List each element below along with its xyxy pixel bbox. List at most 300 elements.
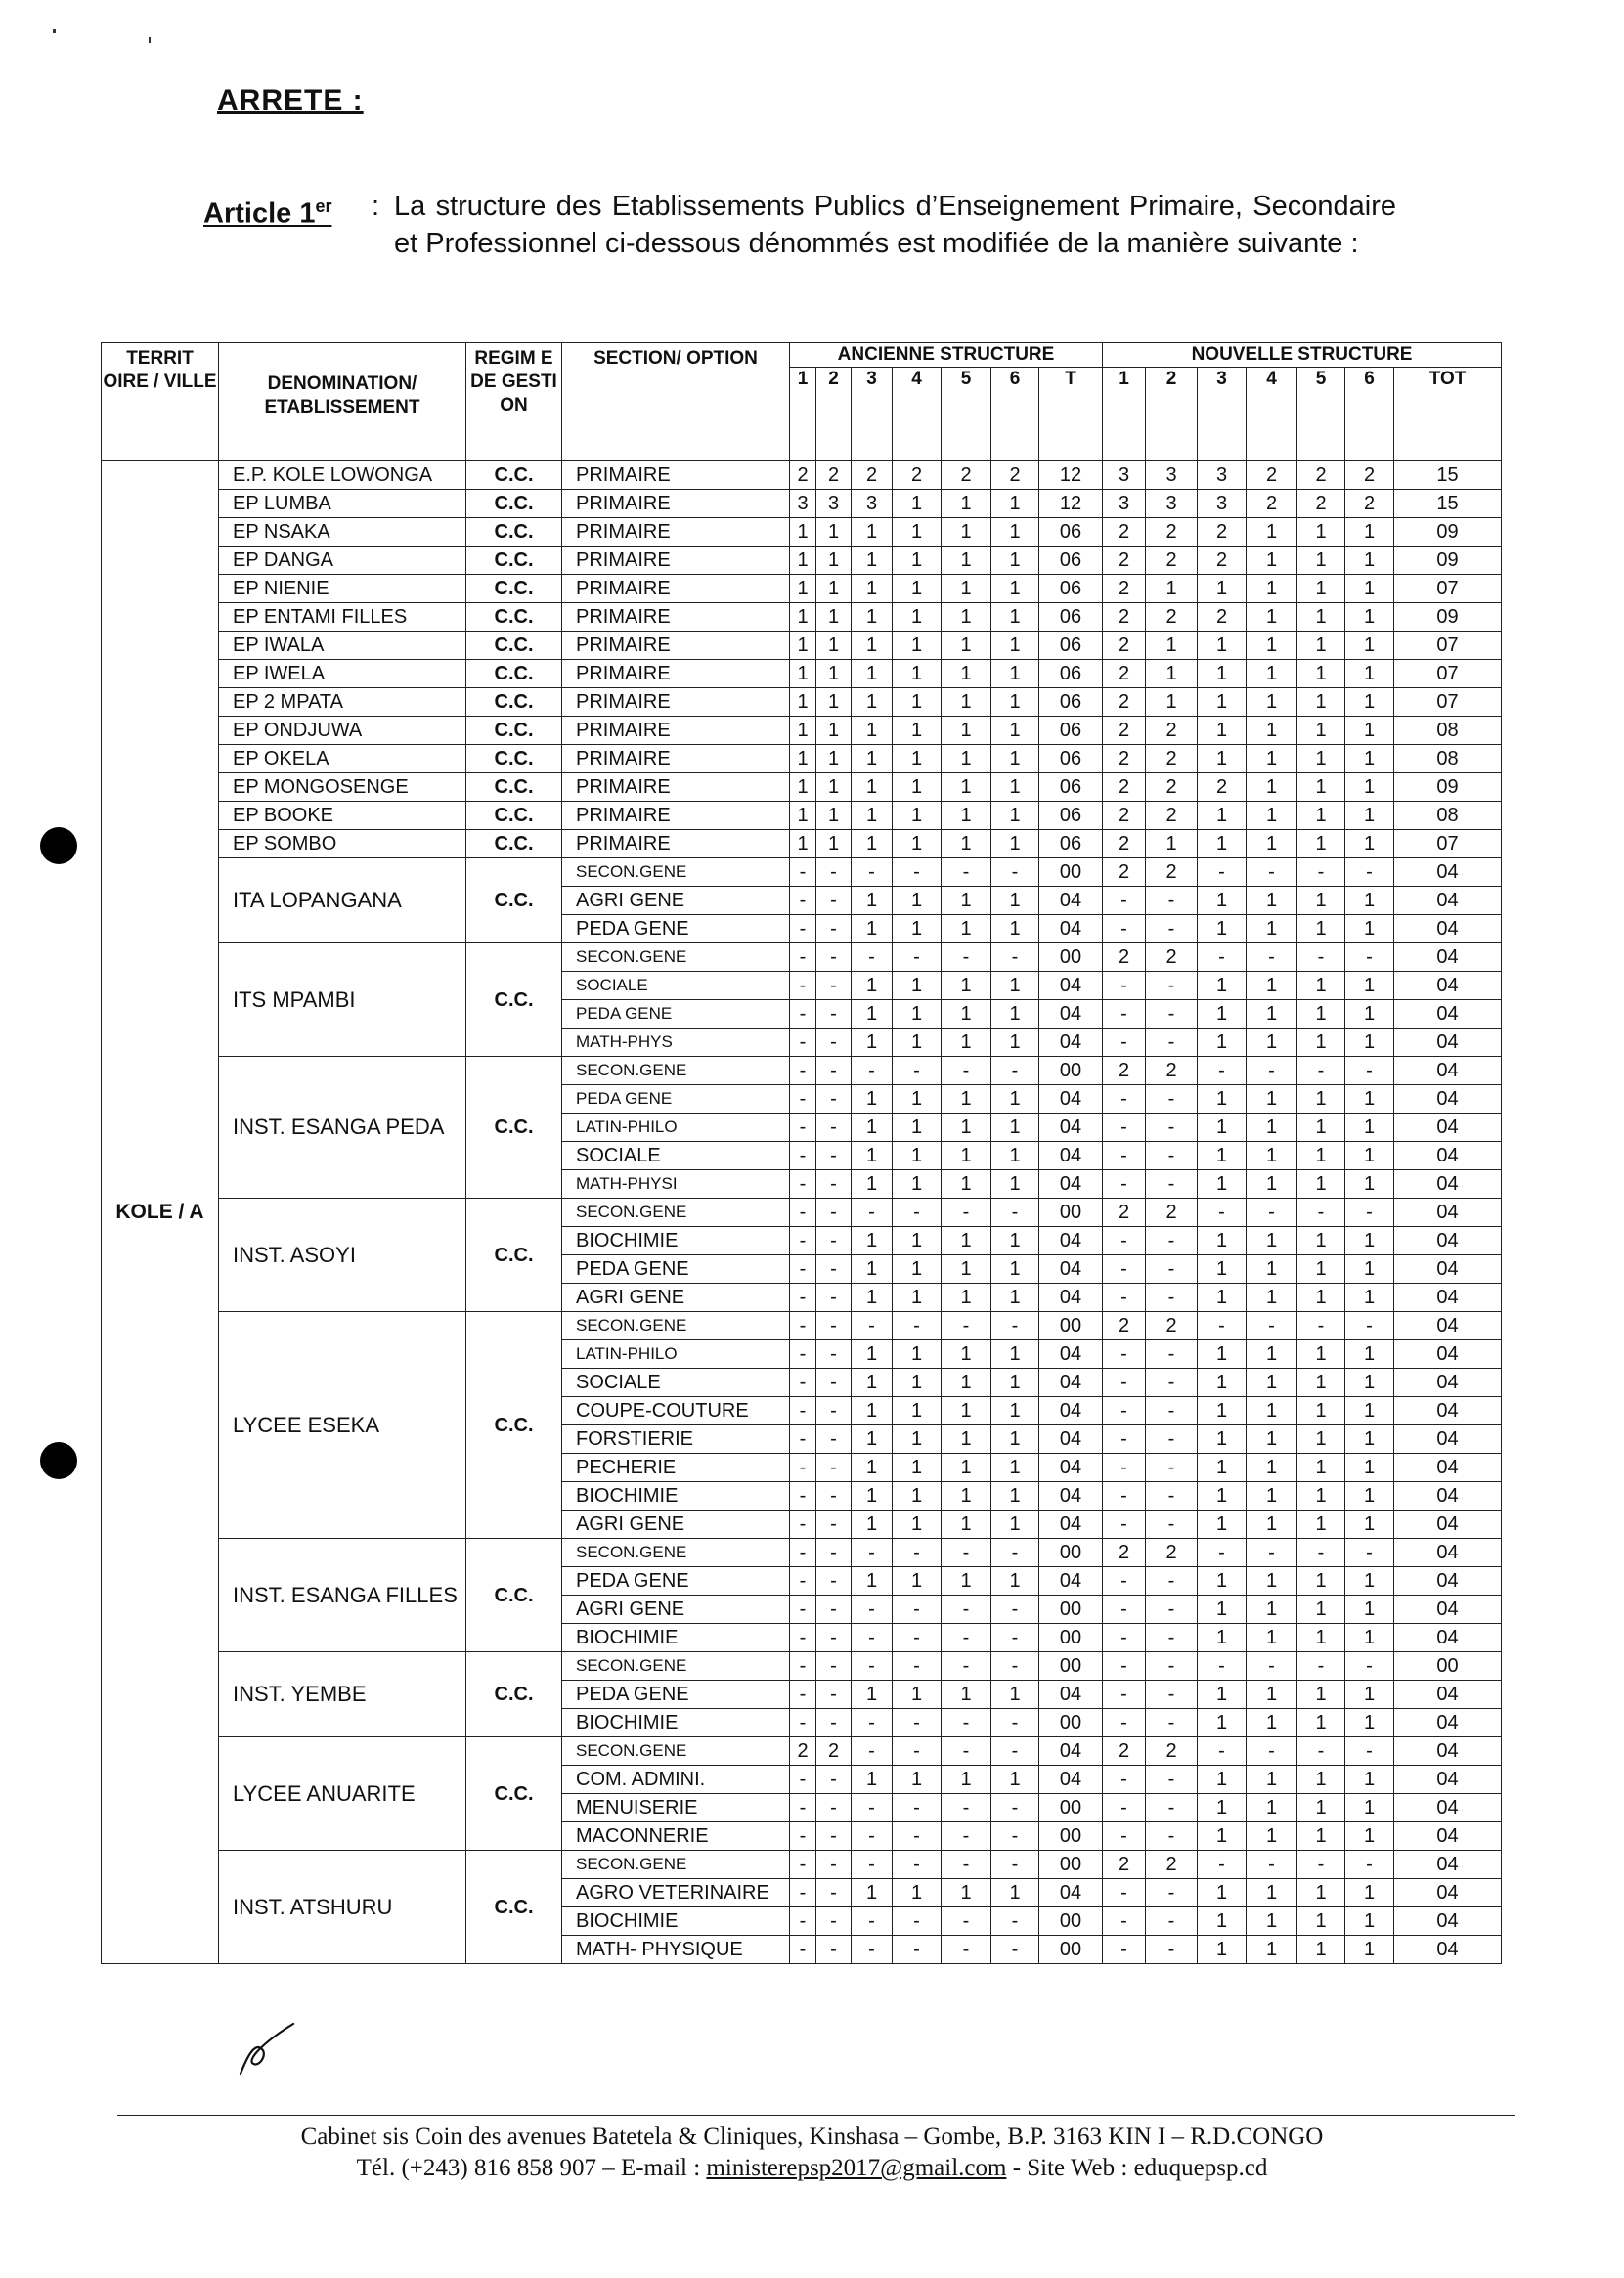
cell-ancienne: 1: [991, 887, 1039, 915]
cell-ancienne: 2: [790, 1737, 816, 1766]
cell-nouvelle: 04: [1394, 1879, 1502, 1907]
cell-nouvelle: 1: [1247, 1085, 1297, 1114]
establishment-name: EP MONGOSENGE: [219, 773, 466, 802]
cell-nouvelle: -: [1103, 1284, 1146, 1312]
cell-ancienne: -: [790, 1766, 816, 1794]
cell-ancienne: -: [942, 1652, 991, 1681]
cell-nouvelle: 1: [1247, 717, 1297, 745]
cell-nouvelle: 07: [1394, 830, 1502, 858]
cell-ancienne: -: [790, 1369, 816, 1397]
cell-ancienne: -: [893, 1312, 942, 1340]
cell-ancienne: -: [816, 1681, 852, 1709]
cell-nouvelle: 1: [1345, 1284, 1394, 1312]
cell-nouvelle: 1: [1247, 1227, 1297, 1255]
cell-ancienne: -: [790, 1114, 816, 1142]
table-row: [102, 1652, 1502, 1681]
cell-nouvelle: 1: [1297, 1936, 1345, 1964]
cell-nouvelle: 1: [1146, 688, 1198, 717]
cell-nouvelle: -: [1103, 1227, 1146, 1255]
section-cell: SOCIALE: [562, 972, 790, 1000]
cell-nouvelle: 2: [1103, 1057, 1146, 1085]
cell-nouvelle: 2: [1146, 603, 1198, 632]
cell-ancienne: 1: [991, 1454, 1039, 1482]
cell-ancienne: 04: [1039, 1369, 1103, 1397]
cell-nouvelle: -: [1103, 1936, 1146, 1964]
article-text: La structure des Etablissements Publics d’Enseignement Primaire, Secondaire et Professionnel ci-dessous dénommés est modifiée de la manière suivante :: [394, 191, 1396, 259]
cell-ancienne: 1: [991, 1255, 1039, 1284]
section-cell: FORSTIERIE: [562, 1425, 790, 1454]
section-cell: SECON.GENE: [562, 1851, 790, 1879]
cell-nouvelle: 04: [1394, 1057, 1502, 1085]
header-denomination: DENOMINATION/ ETABLISSEMENT: [219, 343, 466, 461]
cell-nouvelle: 2: [1146, 1539, 1198, 1567]
cell-nouvelle: 1: [1198, 1681, 1247, 1709]
cell-nouvelle: 1: [1345, 1114, 1394, 1142]
cell-nouvelle: 1: [1345, 1879, 1394, 1907]
cell-ancienne: 1: [816, 688, 852, 717]
cell-nouvelle: 04: [1394, 1085, 1502, 1114]
article-label: Article 1er: [203, 197, 332, 230]
cell-ancienne: 1: [852, 1879, 893, 1907]
cell-ancienne: 1: [893, 773, 942, 802]
cell-ancienne: 1: [790, 717, 816, 745]
cell-ancienne: -: [816, 1709, 852, 1737]
cell-nouvelle: 2: [1103, 773, 1146, 802]
cell-ancienne: -: [942, 1851, 991, 1879]
cell-nouvelle: 1: [1345, 1170, 1394, 1199]
section-cell: MATH- PHYSIQUE: [562, 1936, 790, 1964]
cell-nouvelle: 1: [1198, 1284, 1247, 1312]
establishment-name: EP NIENIE: [219, 575, 466, 603]
cell-nouvelle: 1: [1345, 1624, 1394, 1652]
section-cell: BIOCHIMIE: [562, 1227, 790, 1255]
cell-nouvelle: 1: [1247, 830, 1297, 858]
cell-nouvelle: -: [1103, 915, 1146, 943]
cell-nouvelle: 2: [1103, 575, 1146, 603]
section-cell: PRIMAIRE: [562, 518, 790, 547]
cell-ancienne: 1: [942, 1142, 991, 1170]
cell-nouvelle: 1: [1247, 1000, 1297, 1029]
section-cell: COM. ADMINI.: [562, 1766, 790, 1794]
cell-nouvelle: -: [1146, 915, 1198, 943]
cell-nouvelle: 1: [1247, 1255, 1297, 1284]
cell-ancienne: -: [816, 1397, 852, 1425]
cell-ancienne: -: [816, 1255, 852, 1284]
cell-ancienne: 1: [893, 660, 942, 688]
cell-ancienne: 1: [991, 688, 1039, 717]
cell-ancienne: -: [790, 915, 816, 943]
cell-ancienne: 1: [852, 518, 893, 547]
cell-nouvelle: 1: [1345, 1482, 1394, 1511]
cell-nouvelle: 07: [1394, 575, 1502, 603]
section-cell: SECON.GENE: [562, 1539, 790, 1567]
table-row: [102, 490, 1502, 518]
cell-nouvelle: 1: [1198, 660, 1247, 688]
cell-nouvelle: 04: [1394, 1454, 1502, 1482]
cell-ancienne: 04: [1039, 915, 1103, 943]
regime-cell: C.C.: [466, 1312, 562, 1539]
cell-ancienne: 1: [816, 660, 852, 688]
cell-ancienne: 1: [942, 688, 991, 717]
footer-phone: Tél. (+243) 816 858 907 – E-mail :: [356, 2155, 707, 2181]
cell-nouvelle: 04: [1394, 1369, 1502, 1397]
cell-nouvelle: -: [1247, 1199, 1297, 1227]
cell-ancienne: 1: [991, 1340, 1039, 1369]
cell-nouvelle: 1: [1146, 575, 1198, 603]
cell-nouvelle: -: [1345, 943, 1394, 972]
cell-ancienne: 06: [1039, 518, 1103, 547]
cell-nouvelle: -: [1103, 1397, 1146, 1425]
cell-ancienne: 1: [790, 632, 816, 660]
cell-ancienne: 1: [942, 1000, 991, 1029]
cell-ancienne: -: [852, 1057, 893, 1085]
cell-nouvelle: 04: [1394, 915, 1502, 943]
cell-nouvelle: 2: [1146, 1312, 1198, 1340]
cell-nouvelle: -: [1103, 1255, 1146, 1284]
cell-nouvelle: 1: [1198, 1454, 1247, 1482]
cell-nouvelle: 1: [1198, 802, 1247, 830]
cell-nouvelle: 1: [1297, 547, 1345, 575]
section-cell: PRIMAIRE: [562, 547, 790, 575]
cell-ancienne: -: [852, 1794, 893, 1822]
cell-nouvelle: 2: [1146, 1737, 1198, 1766]
cell-ancienne: -: [991, 1057, 1039, 1085]
table-row: [102, 943, 1502, 972]
footer-email-link[interactable]: ministerepsp2017@gmail.com: [706, 2155, 1007, 2181]
cell-nouvelle: -: [1247, 1652, 1297, 1681]
establishment-name: INST. ASOYI: [219, 1199, 466, 1312]
cell-ancienne: -: [816, 1199, 852, 1227]
cell-ancienne: 2: [790, 461, 816, 490]
header-territoire: TERRIT OIRE / VILLE: [102, 343, 219, 461]
cell-nouvelle: 1: [1247, 1397, 1297, 1425]
cell-ancienne: 1: [893, 972, 942, 1000]
cell-nouvelle: 04: [1394, 1822, 1502, 1851]
establishment-name: EP 2 MPATA: [219, 688, 466, 717]
cell-ancienne: -: [816, 1794, 852, 1822]
section-cell: PRIMAIRE: [562, 717, 790, 745]
cell-ancienne: -: [893, 1709, 942, 1737]
cell-ancienne: 04: [1039, 972, 1103, 1000]
cell-nouvelle: 04: [1394, 1624, 1502, 1652]
cell-ancienne: 1: [991, 1511, 1039, 1539]
cell-nouvelle: -: [1297, 1652, 1345, 1681]
cell-ancienne: -: [790, 1907, 816, 1936]
cell-nouvelle: 2: [1103, 1539, 1146, 1567]
cell-nouvelle: 1: [1345, 972, 1394, 1000]
cell-ancienne: 1: [991, 1142, 1039, 1170]
cell-ancienne: 1: [942, 972, 991, 1000]
cell-nouvelle: 1: [1345, 717, 1394, 745]
cell-ancienne: -: [790, 858, 816, 887]
cell-nouvelle: 07: [1394, 632, 1502, 660]
cell-nouvelle: 2: [1146, 1199, 1198, 1227]
cell-nouvelle: 04: [1394, 943, 1502, 972]
cell-nouvelle: 04: [1394, 1312, 1502, 1340]
cell-ancienne: 04: [1039, 1284, 1103, 1312]
cell-nouvelle: -: [1103, 972, 1146, 1000]
cell-nouvelle: -: [1146, 1907, 1198, 1936]
cell-nouvelle: 1: [1297, 1822, 1345, 1851]
cell-ancienne: -: [852, 1199, 893, 1227]
cell-ancienne: -: [816, 1340, 852, 1369]
cell-nouvelle: 1: [1345, 1936, 1394, 1964]
establishment-name: EP SOMBO: [219, 830, 466, 858]
header-regime: REGIM E DE GESTI ON: [466, 343, 562, 461]
cell-ancienne: -: [816, 1936, 852, 1964]
cell-nouvelle: 1: [1345, 603, 1394, 632]
cell-nouvelle: 3: [1146, 490, 1198, 518]
cell-ancienne: 1: [852, 1681, 893, 1709]
cell-ancienne: -: [942, 1709, 991, 1737]
cell-nouvelle: 1: [1297, 575, 1345, 603]
cell-ancienne: 1: [790, 688, 816, 717]
cell-nouvelle: -: [1146, 1227, 1198, 1255]
cell-ancienne: 1: [852, 1369, 893, 1397]
cell-ancienne: -: [893, 858, 942, 887]
cell-nouvelle: -: [1103, 1822, 1146, 1851]
cell-nouvelle: 1: [1247, 1766, 1297, 1794]
cell-nouvelle: 09: [1394, 518, 1502, 547]
cell-ancienne: 1: [991, 1284, 1039, 1312]
cell-ancienne: 1: [852, 1114, 893, 1142]
cell-ancienne: 04: [1039, 1340, 1103, 1369]
cell-nouvelle: 04: [1394, 1029, 1502, 1057]
cell-nouvelle: -: [1103, 1085, 1146, 1114]
cell-ancienne: -: [790, 1029, 816, 1057]
cell-ancienne: 1: [852, 1454, 893, 1482]
section-cell: PRIMAIRE: [562, 575, 790, 603]
cell-nouvelle: -: [1146, 1142, 1198, 1170]
cell-nouvelle: -: [1247, 1851, 1297, 1879]
cell-nouvelle: 04: [1394, 1596, 1502, 1624]
cell-ancienne: 1: [991, 575, 1039, 603]
footer-website: - Site Web : eduquepsp.cd: [1006, 2155, 1268, 2181]
cell-nouvelle: 1: [1198, 1142, 1247, 1170]
cell-ancienne: -: [852, 1596, 893, 1624]
section-cell: BIOCHIMIE: [562, 1482, 790, 1511]
cell-ancienne: 1: [852, 887, 893, 915]
cell-ancienne: 00: [1039, 1596, 1103, 1624]
regime-cell: C.C.: [466, 1057, 562, 1199]
cell-nouvelle: 1: [1247, 1340, 1297, 1369]
cell-ancienne: 1: [942, 1567, 991, 1596]
section-cell: PRIMAIRE: [562, 773, 790, 802]
establishment-name: E.P. KOLE LOWONGA: [219, 461, 466, 490]
cell-nouvelle: 1: [1297, 1284, 1345, 1312]
section-cell: PEDA GENE: [562, 1681, 790, 1709]
cell-ancienne: 1: [852, 972, 893, 1000]
table-row: [102, 1312, 1502, 1340]
regime-cell: C.C.: [466, 802, 562, 830]
cell-nouvelle: -: [1247, 1737, 1297, 1766]
cell-ancienne: 06: [1039, 717, 1103, 745]
cell-ancienne: 1: [942, 1340, 991, 1369]
cell-ancienne: -: [790, 1652, 816, 1681]
cell-ancienne: 1: [942, 915, 991, 943]
section-cell: PEDA GENE: [562, 1085, 790, 1114]
cell-nouvelle: 1: [1198, 688, 1247, 717]
cell-ancienne: 1: [942, 547, 991, 575]
cell-nouvelle: 1: [1297, 1227, 1345, 1255]
cell-nouvelle: 04: [1394, 1766, 1502, 1794]
cell-ancienne: -: [790, 972, 816, 1000]
cell-nouvelle: -: [1247, 1312, 1297, 1340]
cell-nouvelle: 2: [1103, 943, 1146, 972]
cell-nouvelle: -: [1345, 1539, 1394, 1567]
cell-nouvelle: 1: [1297, 1340, 1345, 1369]
header-ancienne-col: T: [1039, 368, 1103, 461]
section-cell: COUPE-COUTURE: [562, 1397, 790, 1425]
cell-ancienne: 1: [942, 1454, 991, 1482]
cell-ancienne: -: [852, 1652, 893, 1681]
cell-ancienne: 1: [893, 1340, 942, 1369]
cell-nouvelle: 1: [1297, 603, 1345, 632]
cell-nouvelle: -: [1146, 1085, 1198, 1114]
header-nouvelle-structure: NOUVELLE STRUCTURE: [1103, 343, 1502, 368]
cell-nouvelle: 1: [1247, 1709, 1297, 1737]
cell-ancienne: -: [852, 1709, 893, 1737]
cell-nouvelle: 1: [1297, 1170, 1345, 1199]
table-row: [102, 660, 1502, 688]
cell-ancienne: 3: [852, 490, 893, 518]
cell-ancienne: 1: [790, 660, 816, 688]
cell-ancienne: 1: [942, 717, 991, 745]
territory-cell: KOLE / A: [102, 461, 219, 1964]
cell-nouvelle: 1: [1247, 1482, 1297, 1511]
cell-nouvelle: 1: [1297, 1142, 1345, 1170]
cell-ancienne: 1: [942, 660, 991, 688]
cell-nouvelle: -: [1103, 1596, 1146, 1624]
section-cell: SOCIALE: [562, 1369, 790, 1397]
cell-ancienne: -: [816, 915, 852, 943]
cell-nouvelle: 1: [1297, 717, 1345, 745]
cell-ancienne: 1: [852, 1567, 893, 1596]
cell-nouvelle: 1: [1198, 1482, 1247, 1511]
cell-nouvelle: 1: [1198, 1255, 1247, 1284]
cell-nouvelle: -: [1345, 1652, 1394, 1681]
cell-nouvelle: 3: [1103, 490, 1146, 518]
signature: [233, 2020, 301, 2079]
cell-nouvelle: 1: [1198, 1170, 1247, 1199]
cell-ancienne: -: [790, 1199, 816, 1227]
cell-ancienne: 1: [942, 1227, 991, 1255]
cell-nouvelle: -: [1146, 1029, 1198, 1057]
establishment-name: EP ONDJUWA: [219, 717, 466, 745]
cell-nouvelle: 1: [1247, 887, 1297, 915]
section-cell: BIOCHIMIE: [562, 1907, 790, 1936]
cell-ancienne: 2: [816, 1737, 852, 1766]
section-cell: AGRO VETERINAIRE: [562, 1879, 790, 1907]
cell-ancienne: 1: [893, 603, 942, 632]
cell-nouvelle: -: [1297, 1539, 1345, 1567]
regime-cell: C.C.: [466, 603, 562, 632]
cell-nouvelle: -: [1103, 1170, 1146, 1199]
section-cell: SECON.GENE: [562, 1652, 790, 1681]
cell-nouvelle: -: [1103, 1681, 1146, 1709]
cell-ancienne: 1: [852, 1482, 893, 1511]
cell-ancienne: 1: [991, 1482, 1039, 1511]
cell-nouvelle: 2: [1103, 1851, 1146, 1879]
cell-nouvelle: 2: [1297, 461, 1345, 490]
cell-nouvelle: -: [1103, 1709, 1146, 1737]
cell-nouvelle: 1: [1247, 1596, 1297, 1624]
cell-ancienne: 00: [1039, 858, 1103, 887]
cell-nouvelle: 2: [1146, 745, 1198, 773]
cell-nouvelle: 1: [1345, 887, 1394, 915]
cell-ancienne: 00: [1039, 1057, 1103, 1085]
cell-ancienne: 1: [991, 717, 1039, 745]
cell-ancienne: -: [790, 1142, 816, 1170]
cell-nouvelle: 1: [1247, 773, 1297, 802]
cell-nouvelle: 1: [1345, 915, 1394, 943]
cell-nouvelle: 04: [1394, 1340, 1502, 1369]
table-row: [102, 603, 1502, 632]
punch-hole: [40, 1442, 77, 1479]
section-cell: AGRI GENE: [562, 887, 790, 915]
cell-nouvelle: -: [1198, 1737, 1247, 1766]
cell-ancienne: 1: [893, 1114, 942, 1142]
cell-ancienne: 1: [942, 1511, 991, 1539]
regime-cell: C.C.: [466, 717, 562, 745]
cell-nouvelle: -: [1198, 858, 1247, 887]
cell-nouvelle: 1: [1198, 1596, 1247, 1624]
cell-ancienne: -: [852, 858, 893, 887]
cell-nouvelle: 1: [1297, 1624, 1345, 1652]
cell-nouvelle: -: [1247, 1539, 1297, 1567]
cell-ancienne: -: [991, 1851, 1039, 1879]
cell-nouvelle: 1: [1345, 802, 1394, 830]
cell-nouvelle: 04: [1394, 1397, 1502, 1425]
cell-ancienne: 04: [1039, 1482, 1103, 1511]
cell-nouvelle: 1: [1247, 1114, 1297, 1142]
cell-ancienne: -: [816, 1567, 852, 1596]
cell-nouvelle: 1: [1345, 1397, 1394, 1425]
cell-ancienne: 1: [893, 1170, 942, 1199]
cell-nouvelle: 07: [1394, 660, 1502, 688]
footer-address: Cabinet sis Coin des avenues Batetela & Cliniques, Kinshasa – Gombe, B.P. 3163 KIN I – R.D.CONGO: [300, 2124, 1324, 2150]
cell-ancienne: -: [816, 1766, 852, 1794]
cell-ancienne: 1: [991, 1227, 1039, 1255]
cell-ancienne: 00: [1039, 1822, 1103, 1851]
cell-ancienne: 1: [893, 1681, 942, 1709]
cell-ancienne: 3: [816, 490, 852, 518]
cell-nouvelle: 1: [1297, 830, 1345, 858]
cell-nouvelle: 2: [1345, 461, 1394, 490]
cell-ancienne: -: [942, 1737, 991, 1766]
section-cell: SECON.GENE: [562, 1057, 790, 1085]
cell-ancienne: 1: [852, 1029, 893, 1057]
cell-nouvelle: 1: [1247, 1822, 1297, 1851]
cell-ancienne: 1: [991, 1879, 1039, 1907]
cell-nouvelle: 2: [1146, 773, 1198, 802]
cell-ancienne: 1: [991, 972, 1039, 1000]
cell-nouvelle: 2: [1146, 717, 1198, 745]
regime-cell: C.C.: [466, 547, 562, 575]
cell-nouvelle: 1: [1297, 688, 1345, 717]
cell-nouvelle: 2: [1146, 1851, 1198, 1879]
cell-ancienne: 1: [790, 802, 816, 830]
cell-nouvelle: 1: [1297, 1454, 1345, 1482]
cell-nouvelle: 1: [1297, 802, 1345, 830]
cell-nouvelle: 04: [1394, 1681, 1502, 1709]
footer-divider: [117, 2115, 1515, 2116]
cell-ancienne: -: [790, 1624, 816, 1652]
cell-nouvelle: 1: [1345, 1029, 1394, 1057]
table-row: [102, 773, 1502, 802]
cell-ancienne: -: [816, 1652, 852, 1681]
cell-ancienne: 1: [942, 518, 991, 547]
